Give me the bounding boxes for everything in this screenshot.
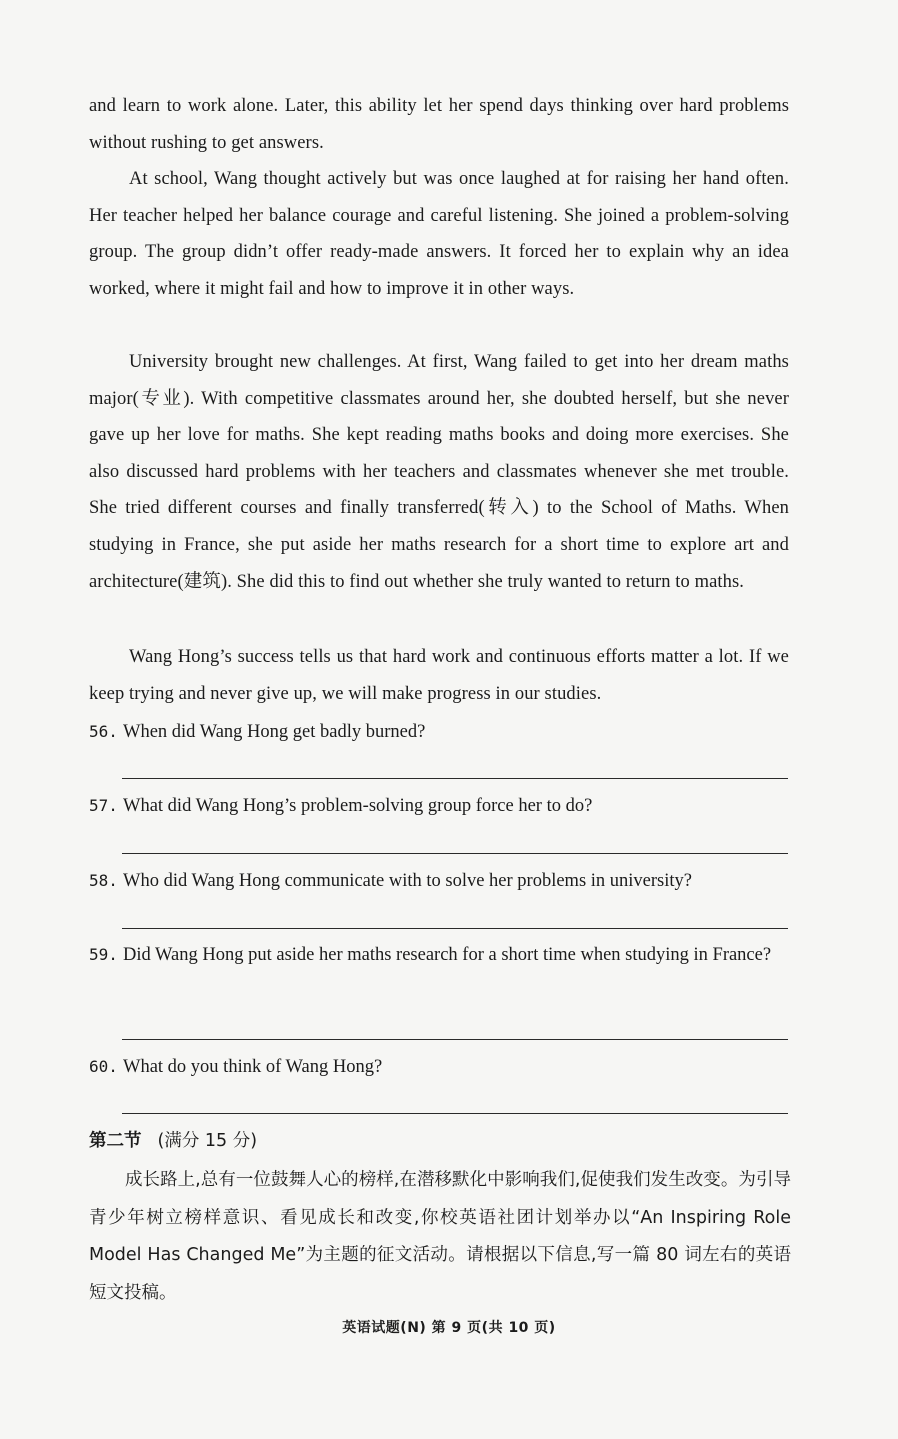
passage-paragraph-4: Wang Hong’s success tells us that hard work and continuous efforts matter a lot. If we keep trying and never give up, we will make progress in our studies. (89, 647, 789, 704)
question-58 (89, 863, 789, 900)
question-text: What do you think of Wang Hong? (123, 1057, 383, 1077)
question-number: 58. (89, 871, 118, 890)
question-60 (89, 1049, 789, 1086)
answer-line-56[interactable] (122, 778, 788, 779)
question-number: 60. (89, 1057, 118, 1076)
question-57 (89, 788, 789, 825)
writing-instructions: 成长路上,总有一位鼓舞人心的榜样,在潜移默化中影响我们,促使我们发生改变。为引导青少年树立榜样意识、看见成长和改变,你校英语社团计划举办以“An Inspiring Role Model Has Changed Me”为主题的征文活动。请根据以下信息,写一篇 80 词左右的英语短文投稿。 (89, 1170, 791, 1303)
passage-paragraph-3: University brought new challenges. At first, Wang failed to get into her dream maths major(专业). With competitive classmates around her, she doubted herself, but she never gave up her love for maths. She kept reading maths books and doing more exercises. She also discussed hard problems with her teachers and classmates whenever she met trouble. She tried different courses and finally transferred(转入) to the School of Maths. When studying in France, she put aside her maths research for a short time to explore art and architecture(建筑). She did this to find out whether she truly wanted to return to maths. (89, 352, 789, 592)
question-text: Who did Wang Hong communicate with to solve her problems in university? (123, 871, 692, 891)
page-footer: 英语试题(N) 第 9 页(共 10 页) (342, 1320, 556, 1336)
question-59 (89, 937, 789, 974)
passage-paragraph-2: At school, Wang thought actively but was once laughed at for raising her hand often. Her teacher helped her balance courage and careful listening. She joined a problem-solving group. The group didn’t offer ready-made answers. It forced her to explain why an idea worked, where it might fail and how to improve it in other ways. (89, 169, 789, 299)
section-title: 第二节 (89, 1131, 142, 1151)
question-56 (89, 714, 789, 751)
question-number: 59. (89, 945, 118, 964)
section-heading (89, 1125, 257, 1157)
answer-line-58[interactable] (122, 928, 788, 929)
answer-line-60[interactable] (122, 1113, 788, 1114)
question-text: When did Wang Hong get badly burned? (123, 722, 426, 742)
section-score: (满分 15 分) (157, 1131, 258, 1151)
question-number: 56. (89, 722, 118, 741)
question-text: Did Wang Hong put aside her maths research for a short time when studying in France? (123, 945, 772, 965)
question-number: 57. (89, 796, 118, 815)
question-text: What did Wang Hong’s problem-solving group force her to do? (123, 796, 593, 816)
answer-line-59[interactable] (122, 1039, 788, 1040)
passage-paragraph-1: and learn to work alone. Later, this ability let her spend days thinking over hard problems without rushing to get answers. (89, 96, 789, 153)
answer-line-57[interactable] (122, 853, 788, 854)
